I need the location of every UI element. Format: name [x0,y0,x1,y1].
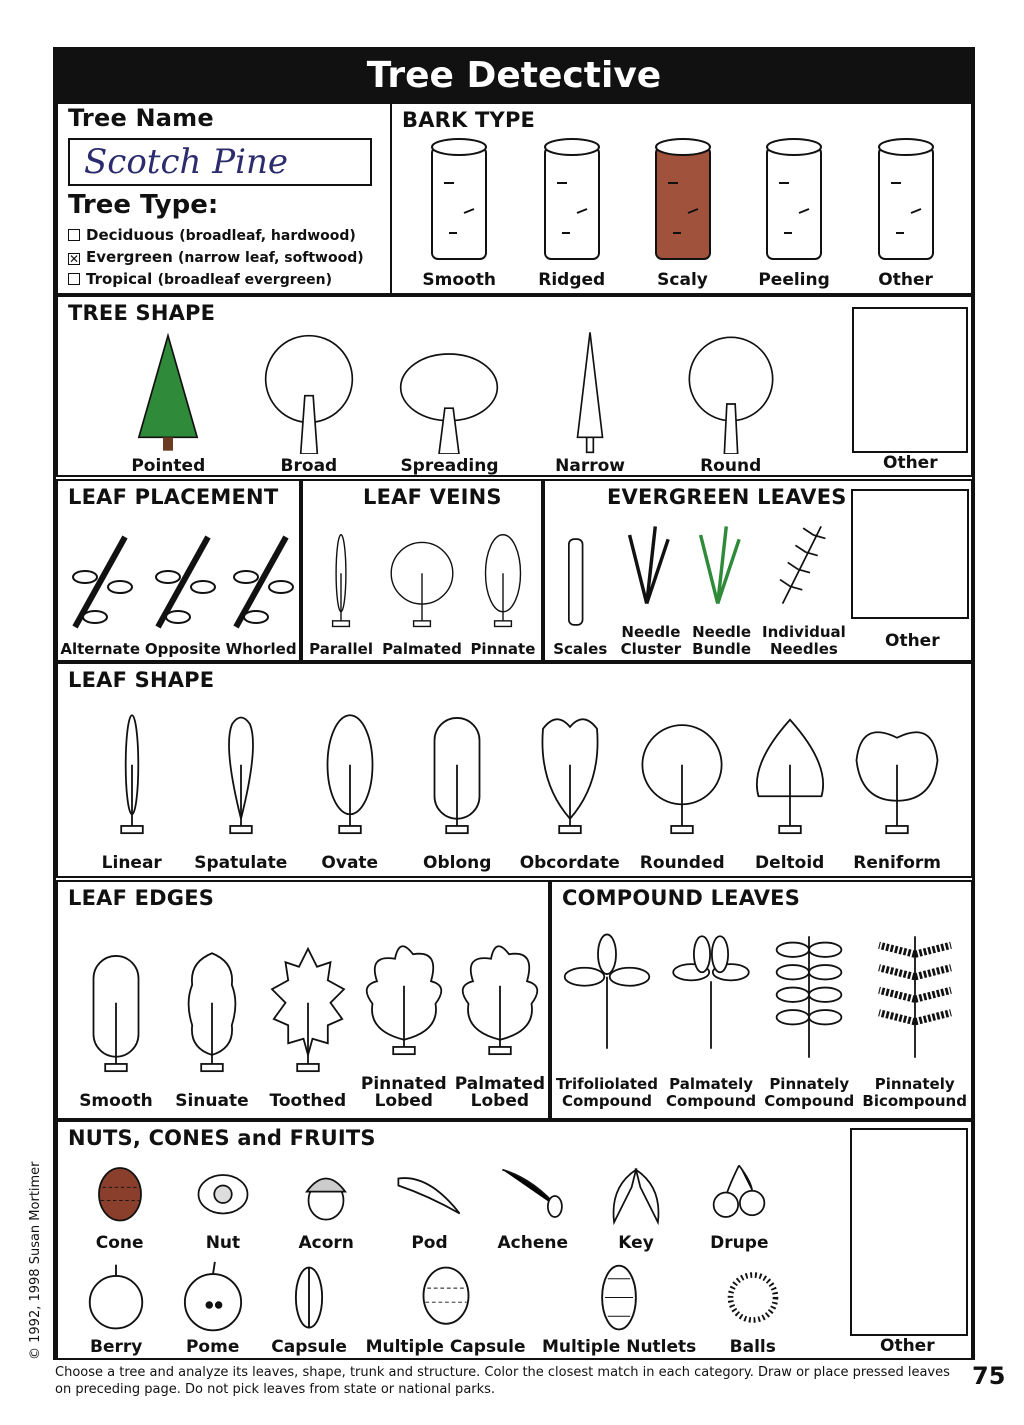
checkbox-checked-icon[interactable]: ✕ [69,252,80,266]
option-deltoid[interactable] [745,701,835,872]
option-label: Pinnated Lobed [360,1074,447,1111]
other-drawing-box[interactable] [851,489,969,619]
option-rounded[interactable] [637,701,727,872]
capsule-icon [269,1260,349,1335]
key-icon [596,1161,676,1231]
checkbox-icon[interactable] [68,229,80,241]
tree-round-icon [676,329,786,454]
option-label: Trifoliolated Compound [556,1075,658,1110]
tree-name-label: Tree Name [68,104,214,132]
worksheet-frame [53,47,975,1360]
compound-leaves-section [550,880,973,1120]
option-sinuate[interactable] [167,939,257,1110]
option-trifoliolated-compound[interactable] [556,922,658,1110]
fern-icon [774,510,834,620]
instructions-footer: Choose a tree and analyze its leaves, shape, trunk and structure. Color the closest match in each category. Draw or place pressed leaves on preceding page. Do not pick leaves from state or national parks. [55,1365,950,1397]
option-opposite[interactable] [145,527,221,658]
leaf-lobed-icon [455,922,545,1072]
leaf-lobed-icon [359,922,449,1072]
option-label: Reniform [853,853,942,873]
leaf-spatulate-icon [196,701,286,851]
compound-palm-icon [666,922,756,1072]
acorn-icon [286,1161,366,1231]
option-label: Whorled [225,640,297,658]
option-label: Pinnate [470,640,536,658]
option-label: Acorn [298,1233,354,1253]
option-label: Toothed [269,1091,347,1111]
option-label: Linear [101,853,162,873]
leaf-placement-section [56,479,301,662]
option-label: Needle Cluster [620,623,682,658]
nut-icon [183,1161,263,1231]
option-label: Evergreen [86,248,173,266]
option-individual-needles[interactable] [762,510,846,658]
option-label: Deltoid [755,853,825,873]
option-label: Narrow [555,456,625,476]
option-label: Spatulate [194,853,288,873]
option-label: Pointed [131,456,206,476]
leaf-ovate-icon [305,701,395,851]
option-label: Other [878,270,933,290]
option-acorn[interactable] [286,1161,366,1252]
option-smooth[interactable] [71,939,161,1110]
option-label: Berry [90,1337,143,1357]
evergreen-leaves-section [543,479,973,662]
option-label: Drupe [710,1233,769,1253]
option-cone[interactable] [80,1161,160,1252]
option-capsule[interactable] [269,1260,349,1356]
section-heading: COMPOUND LEAVES [562,886,801,910]
option-label: Smooth [79,1091,153,1111]
leaf-linear-icon [87,701,177,851]
option-label: Nut [205,1233,241,1253]
option-label: Rounded [639,853,725,873]
tree-type-deciduous[interactable] [68,226,356,244]
leaf-linear-icon [306,527,376,637]
option-balls[interactable] [713,1260,793,1356]
leaf-round-icon [387,527,457,637]
bark-icon [537,133,607,268]
option-label: Obcordate [519,853,620,873]
option-pointed[interactable] [113,329,223,475]
option-ovate[interactable] [305,701,395,872]
option-label: Parallel [309,640,373,658]
option-label: Smooth [422,270,496,290]
option-needle-cluster[interactable] [621,510,682,658]
option-palmated[interactable] [382,527,462,658]
option-key[interactable] [596,1161,676,1252]
option-pinnately-compound[interactable] [764,922,854,1110]
achene-icon [493,1161,573,1231]
section-heading: LEAF PLACEMENT [68,485,279,509]
option-pinnated-lobed[interactable] [359,922,449,1110]
bark-icon [648,133,718,268]
twig-icon [65,527,135,637]
section-heading: LEAF SHAPE [68,668,215,692]
option-note: (broadleaf evergreen) [157,272,332,288]
option-label: Ovate [321,853,379,873]
option-peeling[interactable] [758,133,829,289]
option-label: Cone [95,1233,144,1253]
leaf-shape-section [56,662,973,878]
needles-icon [621,510,681,620]
option-label: Palmated Lobed [454,1074,546,1111]
option-oblong[interactable] [412,701,502,872]
bark-type-section [390,102,973,295]
option-broad[interactable] [254,329,364,475]
option-label: Ridged [538,270,606,290]
other-drawing-box[interactable] [850,1128,968,1336]
needles-icon [692,510,752,620]
option-nut[interactable] [183,1161,263,1252]
option-multiple-capsule[interactable] [366,1260,526,1356]
tree-spreading-icon [394,329,504,454]
option-whorled[interactable] [226,527,297,658]
option-label: Round [700,456,762,476]
option-label: Tropical [86,270,153,288]
option-round[interactable] [676,329,786,475]
option-label: Opposite [144,640,221,658]
option-label: Capsule [271,1337,347,1357]
other-label: Other [883,453,938,473]
page-title: Tree Detective [56,50,972,102]
tree-pointed-icon [113,329,223,454]
option-alternate[interactable] [60,527,140,658]
compound-tri-icon [562,922,652,1072]
option-multiple-nutlets[interactable] [542,1260,696,1356]
leaf-sinuate-icon [167,939,257,1089]
section-heading: BARK TYPE [402,108,536,132]
leaf-toothed-icon [263,939,353,1089]
option-label: Pinnately Bicompound [862,1075,967,1110]
option-pod[interactable] [389,1161,469,1252]
option-scales[interactable] [550,527,610,658]
tree-broad-icon [254,329,364,454]
option-linear[interactable] [87,701,177,872]
option-parallel[interactable] [306,527,376,658]
bark-icon [759,133,829,268]
option-label: Scales [553,640,608,658]
option-label: Peeling [758,270,830,290]
leaf-reniform-icon [852,701,942,851]
nutlets-icon [579,1260,659,1335]
option-needle-bundle[interactable] [692,510,752,658]
option-label: Alternate [60,640,141,658]
section-heading: LEAF VEINS [363,485,502,509]
other-label: Other [880,1336,935,1356]
option-label: Sinuate [175,1091,249,1111]
option-label: Pinnately Compound [764,1075,855,1110]
option-label: Palmately Compound [666,1075,757,1110]
scales-icon [550,527,610,637]
balls-icon [713,1260,793,1335]
option-pinnately-bicompound[interactable] [862,922,967,1110]
checkbox-icon[interactable] [68,273,80,285]
option-narrow[interactable] [535,329,645,475]
section-heading: NUTS, CONES and FRUITS [68,1126,376,1150]
bark-icon [871,133,941,268]
option-scaly[interactable] [648,133,718,289]
section-heading: TREE SHAPE [68,301,216,325]
leaf-veins-section [301,479,543,662]
compound-pinnate-icon [764,922,854,1072]
option-label: Balls [729,1337,776,1357]
berry-icon [76,1260,156,1335]
option-smooth[interactable] [422,133,496,289]
option-label: Broad [280,456,338,476]
tree-shape-section [56,295,973,477]
option-label: Spreading [400,456,499,476]
leaf-round-icon [637,701,727,851]
option-pinnate[interactable] [468,527,538,658]
tree-name-input[interactable]: Scotch Pine [68,138,372,186]
page-number: 75 [972,1362,1006,1390]
option-ridged[interactable] [537,133,607,289]
option-obcordate[interactable] [520,701,620,872]
section-heading: LEAF EDGES [68,886,215,910]
leaf-obcordate-icon [525,701,615,851]
cone-icon [80,1161,160,1231]
option-other[interactable] [871,133,941,289]
option-toothed[interactable] [263,939,353,1110]
compound-bi-icon [870,922,960,1072]
twig-icon [226,527,296,637]
option-achene[interactable] [493,1161,573,1252]
section-heading: EVERGREEN LEAVES [607,485,847,509]
copyright: © 1992, 1998 Susan Mortimer [28,1161,43,1360]
leaf-oblong-icon [71,939,161,1089]
other-drawing-box[interactable] [852,307,968,453]
cone-icon [406,1260,486,1335]
option-pome[interactable] [173,1260,253,1356]
option-label: Multiple Capsule [365,1337,526,1357]
option-note: (broadleaf, hardwood) [179,228,356,244]
tree-narrow-icon [535,329,645,454]
option-label: Multiple Nutlets [541,1337,697,1357]
option-spreading[interactable] [394,329,504,475]
tree-type-label: Tree Type: [68,190,219,220]
option-label: Individual Needles [762,623,846,658]
tree-type-evergreen[interactable] [68,248,364,266]
option-drupe[interactable] [699,1161,779,1252]
option-note: (narrow leaf, softwood) [178,250,364,266]
option-label: Pome [185,1337,240,1357]
leaf-edges-section [56,880,550,1120]
leaf-ovate-icon [468,527,538,637]
tree-type-tropical[interactable] [68,270,332,288]
option-label: Pod [411,1233,448,1253]
option-label: Key [618,1233,654,1253]
pome-icon [173,1260,253,1335]
option-reniform[interactable] [852,701,942,872]
option-label: Oblong [423,853,492,873]
option-palmately-compound[interactable] [666,922,756,1110]
leaf-deltoid-icon [745,701,835,851]
option-label: Scaly [657,270,708,290]
twig-icon [148,527,218,637]
option-palmated-lobed[interactable] [455,922,545,1110]
option-label: Achene [497,1233,569,1253]
option-label: Palmated [382,640,462,658]
option-berry[interactable] [76,1260,156,1356]
tree-name-section [56,102,392,295]
option-label: Needle Bundle [692,623,752,658]
leaf-oblong-icon [412,701,502,851]
option-label: Deciduous [86,226,174,244]
other-label: Other [885,631,940,651]
nuts-cones-fruits-section [56,1120,973,1360]
bark-icon [424,133,494,268]
pod-icon [389,1161,469,1231]
option-spatulate[interactable] [194,701,287,872]
drupe-icon [699,1161,779,1231]
